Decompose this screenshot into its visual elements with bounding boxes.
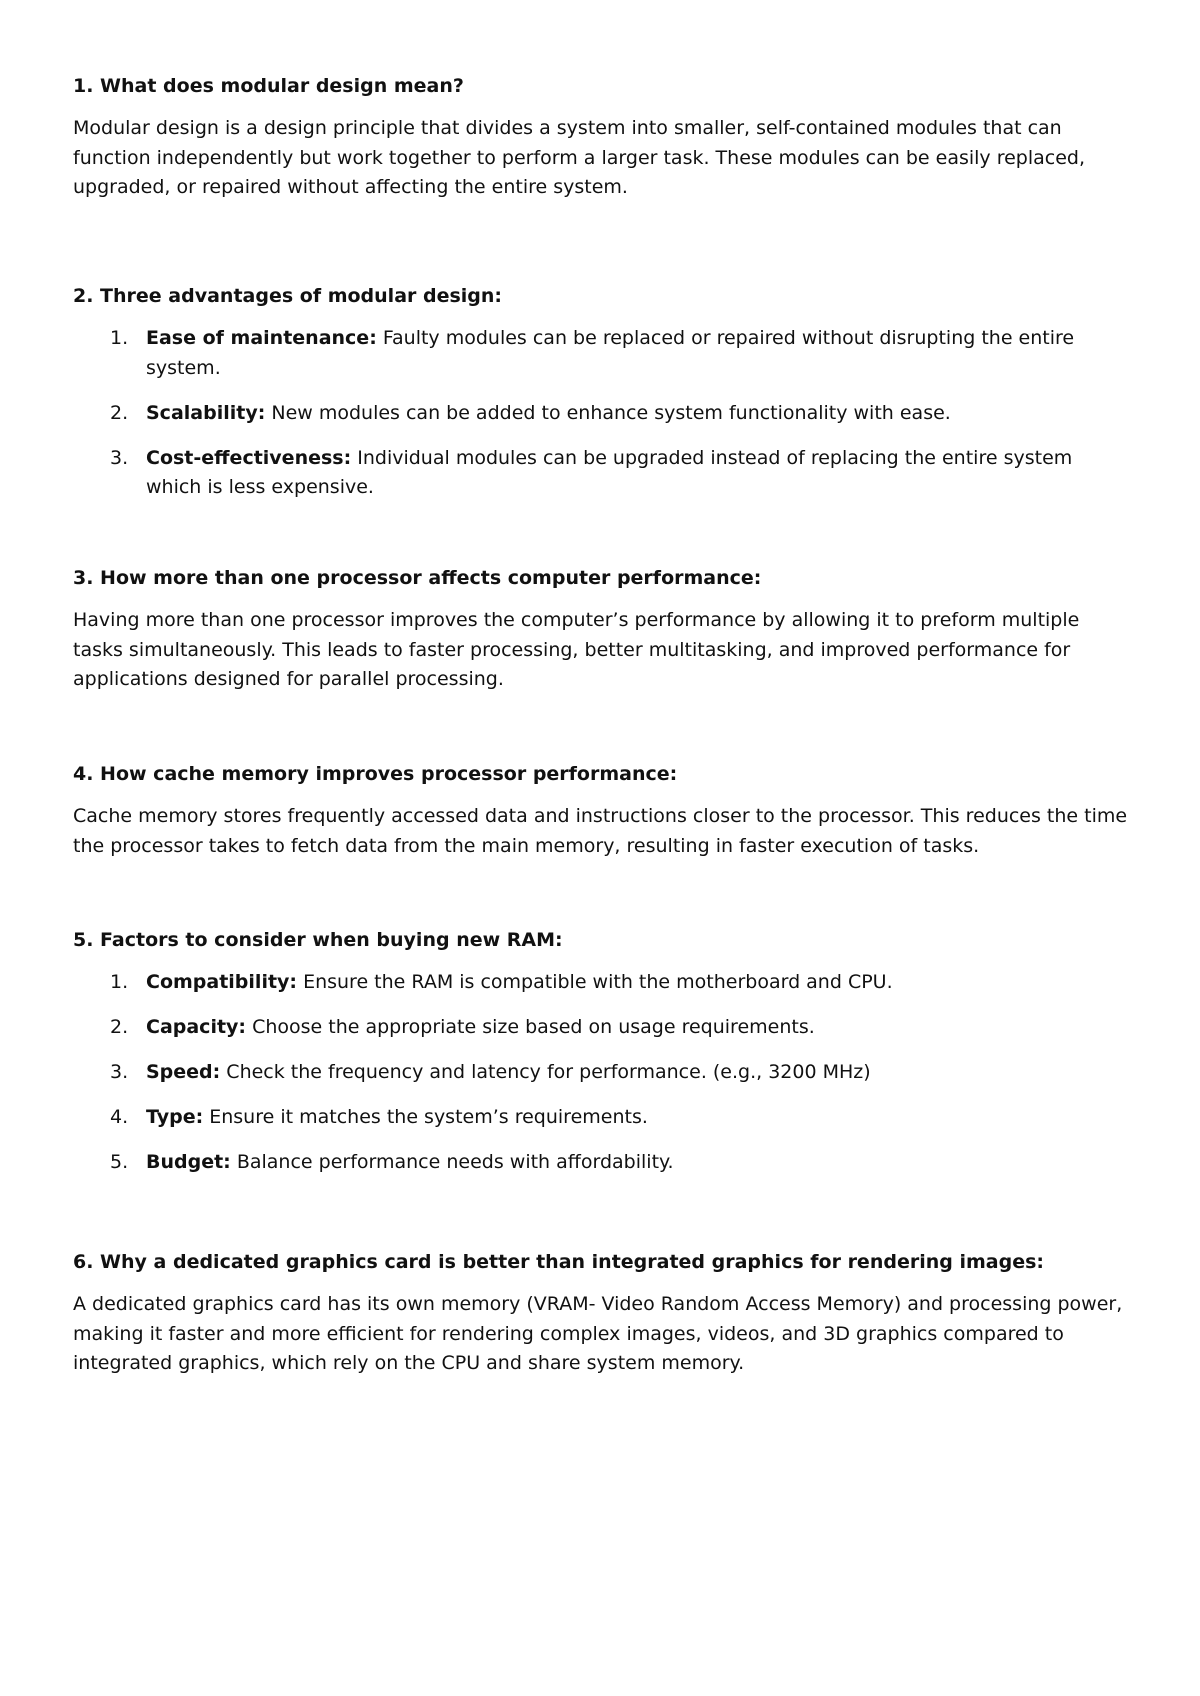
list-item-number: 2. xyxy=(110,401,129,424)
list-item-text: Individual modules can be upgraded instead of replacing the entire system which is less expensive. xyxy=(146,446,1073,498)
list-item-number: 4. xyxy=(110,1106,129,1128)
list-item-text: Faulty modules can be replaced or repaired without disrupting the entire system. xyxy=(146,327,1075,379)
list-item-term: Ease of maintenance: xyxy=(146,327,377,349)
list-item-term: Compatibility: xyxy=(146,971,298,993)
list-item-term: Capacity: xyxy=(146,1016,247,1038)
list-item xyxy=(73,1148,1128,1178)
list-item-text: Ensure it matches the system’s requirements. xyxy=(203,1106,648,1128)
list-item-number: 5. xyxy=(110,1151,129,1173)
list-item-text: New modules can be added to enhance system functionality with ease. xyxy=(265,401,951,424)
section-modular-design-meaning xyxy=(73,72,1128,282)
section-heading: 4. How cache memory improves processor performance: xyxy=(73,763,678,785)
list-item-text: Balance performance needs with affordability. xyxy=(230,1151,674,1173)
list-item-text: Choose the appropriate size based on usage requirements. xyxy=(246,1016,815,1038)
section-paragraph: Cache memory stores frequently accessed data and instructions closer to the processor. This reduces the time the processor takes to fetch data from the main memory, resulting in faster execution of tasks. xyxy=(73,805,1128,857)
ram-factors-list xyxy=(73,968,1128,1178)
list-item-term: Speed: xyxy=(146,1061,221,1083)
section-heading: 6. Why a dedicated graphics card is better than integrated graphics for rendering images: xyxy=(73,1251,1044,1273)
list-item xyxy=(73,968,1128,998)
list-item-number: 1. xyxy=(110,327,129,349)
list-item xyxy=(73,444,1128,503)
list-item xyxy=(73,1103,1128,1133)
list-item-term: Type: xyxy=(146,1106,204,1128)
list-item-number: 3. xyxy=(110,1061,129,1083)
list-item-number: 1. xyxy=(110,971,129,993)
list-item xyxy=(73,399,1128,429)
list-item-term: Cost-effectiveness: xyxy=(146,446,352,469)
section-heading: 5. Factors to consider when buying new RAM: xyxy=(73,929,563,951)
section-multiple-processors xyxy=(73,564,1128,760)
section-dedicated-graphics xyxy=(73,1248,1128,1379)
list-item xyxy=(73,1058,1128,1088)
section-modular-design-advantages xyxy=(73,282,1128,564)
section-heading: 2. Three advantages of modular design: xyxy=(73,285,503,307)
advantages-list xyxy=(73,324,1128,503)
section-paragraph: Having more than one processor improves the computer’s performance by allowing it to preform multiple tasks simultaneously. This leads to faster processing, better multitasking, and improved performance for applications designed for parallel processing. xyxy=(73,609,1080,690)
list-item-term: Budget: xyxy=(146,1151,231,1173)
list-item-number: 2. xyxy=(110,1016,129,1038)
section-paragraph: A dedicated graphics card has its own memory (VRAM- Video Random Access Memory) and processing power, making it faster and more efficient for rendering complex images, videos, and 3D graphics compared to integrated graphics, which rely on the CPU and share system memory. xyxy=(73,1293,1123,1374)
section-paragraph: Modular design is a design principle that divides a system into smaller, self-contained modules that can function independently but work together to perform a larger task. These modules can be easily replaced, upgraded, or repaired without affecting the entire system. xyxy=(73,117,1086,198)
section-ram-factors xyxy=(73,926,1128,1248)
list-item xyxy=(73,324,1128,383)
list-item-term: Scalability: xyxy=(146,401,266,424)
section-heading: 3. How more than one processor affects computer performance: xyxy=(73,567,762,589)
section-cache-memory xyxy=(73,760,1128,926)
list-item-text: Ensure the RAM is compatible with the motherboard and CPU. xyxy=(297,971,893,993)
list-item xyxy=(73,1013,1128,1043)
section-heading: 1. What does modular design mean? xyxy=(73,75,464,97)
list-item-number: 3. xyxy=(110,446,129,469)
list-item-text: Check the frequency and latency for performance. (e.g., 3200 MHz) xyxy=(220,1061,871,1083)
